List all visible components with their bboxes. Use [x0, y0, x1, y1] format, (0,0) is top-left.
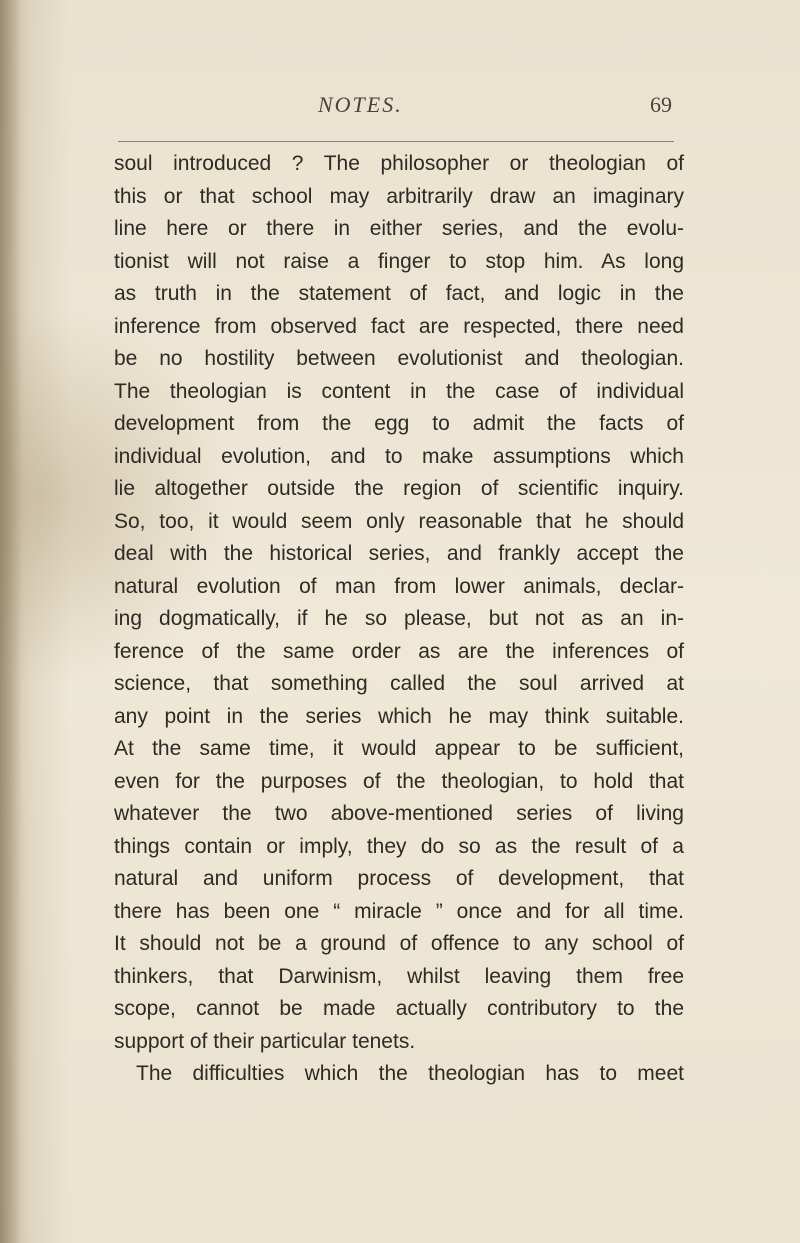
text-line: support of their particular tenets. — [114, 1029, 416, 1053]
text-line: science, that something called the soul arrived at — [114, 672, 684, 695]
text-line: be no hostility between evolutionist and theologian. — [114, 347, 684, 370]
text-line: thinkers, that Darwinism, whilst leaving them free — [114, 964, 684, 988]
text-line: lie altogether outside the region of scientific inquiry. — [114, 477, 684, 500]
page-number: 69 — [650, 92, 672, 117]
body-text — [114, 148, 684, 1091]
text-line: as truth in the statement of fact, and logic in the — [114, 282, 684, 305]
text-line: even for the purposes of the theologian, to hold that — [114, 769, 684, 793]
text-line: ference of the same order as are the inferences of — [114, 639, 684, 663]
text-line: deal with the historical series, and frankly accept the — [114, 542, 684, 565]
text-line: things contain or imply, they do so as the result of a — [114, 834, 684, 858]
text-line: scope, cannot be made actually contributory to the — [114, 997, 684, 1020]
text-line: natural and uniform process of development, that — [114, 867, 684, 890]
running-title: NOTES. — [318, 92, 403, 117]
text-line: tionist will not raise a finger to stop him. As long — [114, 249, 684, 273]
text-line: natural evolution of man from lower animals, declar- — [114, 574, 684, 598]
text-line: soul introduced ? The philosopher or theologian of — [114, 152, 684, 175]
running-head — [0, 92, 800, 124]
text-line: this or that school may arbitrarily draw an imaginary — [114, 184, 684, 208]
text-line: The difficulties which the theologian has to meet — [136, 1062, 684, 1085]
page-gutter-shadow — [0, 0, 22, 1243]
text-line: any point in the series which he may think suitable. — [114, 704, 684, 728]
text-line: whatever the two above-mentioned series of living — [114, 802, 684, 825]
text-line: At the same time, it would appear to be sufficient, — [114, 737, 684, 760]
header-rule — [118, 141, 674, 142]
text-line: The theologian is content in the case of individual — [114, 379, 684, 403]
text-line: inference from observed fact are respected, there need — [114, 314, 684, 338]
text-line: development from the egg to admit the facts of — [114, 412, 684, 435]
text-line: ing dogmatically, if he so please, but not as an in- — [114, 607, 684, 630]
text-line: line here or there in either series, and the evolu- — [114, 217, 684, 240]
text-line: individual evolution, and to make assumptions which — [114, 444, 684, 468]
text-line: It should not be a ground of offence to any school of — [114, 932, 684, 955]
text-line: So, too, it would seem only reasonable that he should — [114, 509, 684, 533]
text-line: there has been one “ miracle ” once and for all time. — [114, 899, 684, 923]
